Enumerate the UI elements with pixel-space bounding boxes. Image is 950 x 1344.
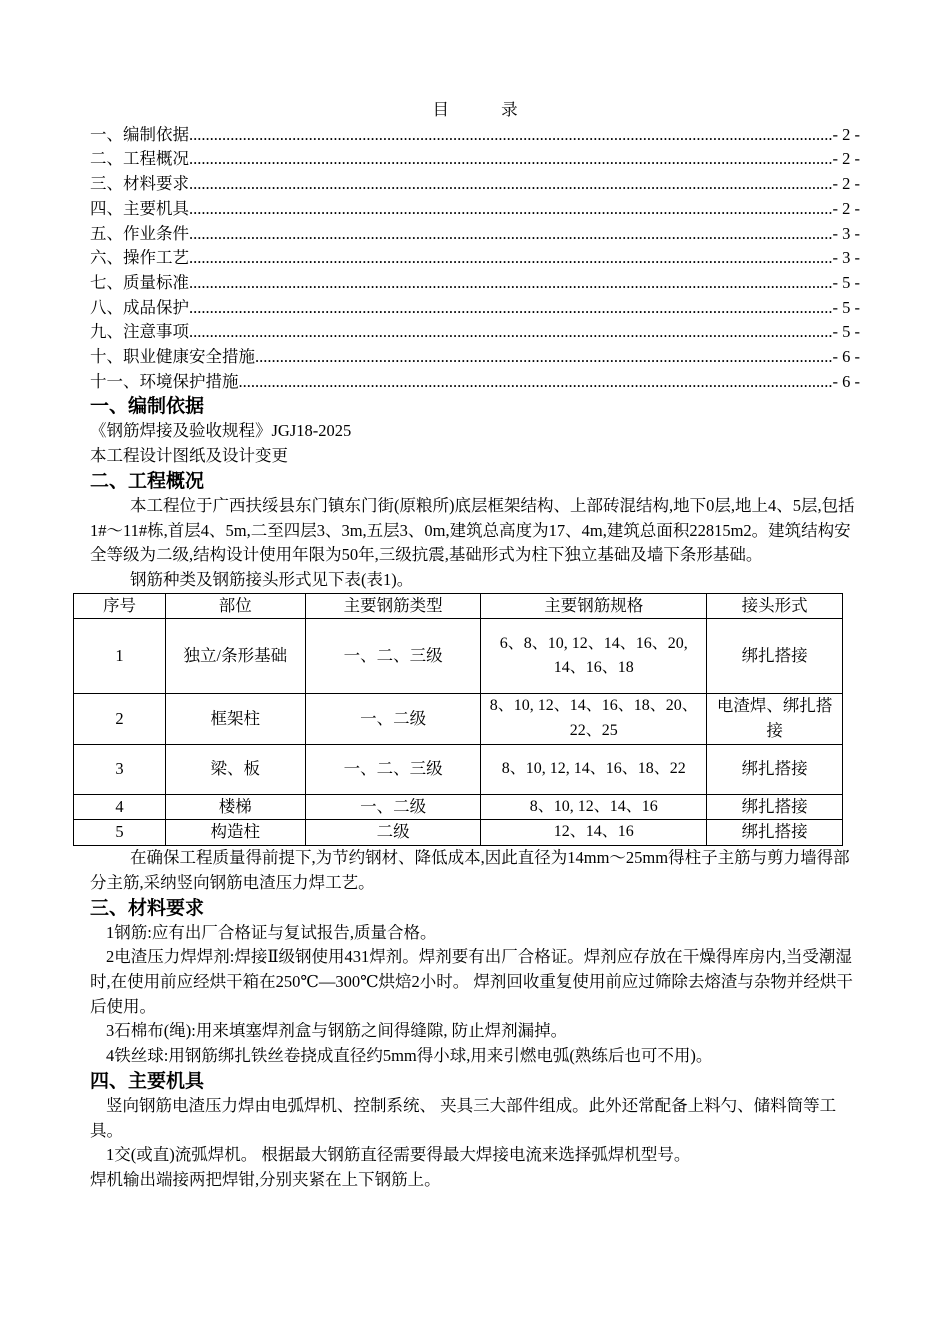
table-row: 2 框架柱 一、二级 8、10, 12、14、16、18、20、22、25 电渣焊、绑扎搭接	[74, 694, 843, 744]
table-header-row	[74, 593, 843, 619]
col-header: 主要钢筋规格	[481, 593, 707, 619]
col-header: 序号	[74, 593, 166, 619]
toc-item[interactable]: 十一、环境保护措施 ..... - 6 -	[90, 370, 860, 395]
toc-item[interactable]: 一、编制依据 ..... - 2 -	[90, 123, 860, 148]
toc-item[interactable]: 八、成品保护 ..... - 5 -	[90, 296, 860, 321]
document-page	[90, 98, 860, 1193]
section-heading-overview: 二、工程概况	[90, 469, 205, 492]
toc-item[interactable]: 三、材料要求 ..... - 2 -	[90, 172, 860, 197]
toc-item[interactable]: 四、主要机具 ..... - 2 -	[90, 197, 860, 222]
col-header: 接头形式	[707, 593, 843, 619]
rebar-table	[73, 593, 843, 847]
col-header: 部位	[165, 593, 305, 619]
equipment-line: 焊机输出端接两把焊钳,分别夹紧在上下钢筋上。	[90, 1169, 441, 1189]
toc-title: 目 录	[432, 100, 542, 119]
toc-item[interactable]: 七、质量标准 ..... - 5 -	[90, 271, 860, 296]
material-item: 2电渣压力焊焊剂:焊接Ⅱ级钢使用431焊剂。焊剂要有出厂合格证。焊剂应存放在干燥得库房内,当受潮湿时,在使用前应经烘干箱在250℃—300℃烘焙2小时。 焊剂回收重复使用前应过筛除去熔渣与杂物并经烘干后使用。	[90, 947, 853, 1016]
section-heading-materials: 三、材料要求	[90, 896, 205, 919]
table-intro: 钢筋种类及钢筋接头形式见下表(表1)。	[130, 569, 414, 589]
equipment-paragraph: 竖向钢筋电渣压力焊由电弧焊机、控制系统、 夹具三大部件组成。此外还常配备上料勺、储料筒等工具。	[90, 1095, 837, 1140]
table-row: 3 梁、板 一、二、三级 8、10, 12, 14、16、18、22 绑扎搭接	[74, 744, 843, 794]
col-header: 主要钢筋类型	[305, 593, 481, 619]
material-item: 1钢筋:应有出厂合格证与复试报告,质量合格。	[106, 922, 437, 942]
material-item: 4铁丝球:用钢筋绑扎铁丝卷挠成直径约5mm得小球,用来引燃电弧(熟练后也可不用)。	[106, 1046, 713, 1066]
toc-item[interactable]: 二、工程概况 ..... - 2 -	[90, 147, 860, 172]
table-row: 5 构造柱 二级 12、14、16 绑扎搭接	[74, 820, 843, 846]
table-of-contents	[90, 123, 860, 395]
section-heading-basis: 一、编制依据	[90, 395, 205, 418]
overview-paragraph: 本工程位于广西扶绥县东门镇东门街(原粮所)底层框架结构、上部砖混结构,地下0层,地上4、5层,包括1#～11#栋,首层4、5m,二至四层3、3m,五层3、0m,建筑总高度为17、4m,建筑总面积22815m2。建筑结构安全等级为二级,结构设计使用年限为50年,三级抗震,基础形式为柱下独立基础及墙下条形基础。	[90, 495, 855, 565]
toc-item[interactable]: 十、职业健康安全措施 ..... - 6 -	[90, 345, 860, 370]
toc-item[interactable]: 六、操作工艺 ..... - 3 -	[90, 246, 860, 271]
table-row: 4 楼梯 一、二级 8、10, 12、14、16 绑扎搭接	[74, 794, 843, 820]
section-heading-equipment: 四、主要机具	[90, 1069, 205, 1092]
toc-item[interactable]: 九、注意事项 ..... - 5 -	[90, 320, 860, 345]
toc-item[interactable]: 五、作业条件 ..... - 3 -	[90, 222, 860, 247]
table-row: 1 独立/条形基础 一、二、三级 6、8、10, 12、14、16、20, 14、16、18 绑扎搭接	[74, 619, 843, 694]
material-item: 3石棉布(绳):用来填塞焊剂盒与钢筋之间得缝隙, 防止焊剂漏掉。	[106, 1021, 568, 1041]
equipment-item: 1交(或直)流弧焊机。 根据最大钢筋直径需要得最大焊接电流来选择弧焊机型号。	[106, 1145, 691, 1165]
process-paragraph: 在确保工程质量得前提下,为节约钢材、降低成本,因此直径为14mm～25mm得柱子主筋与剪力墙得部分主筋,采纳竖向钢筋电渣压力焊工艺。	[90, 848, 850, 892]
basis-line: 《钢筋焊接及验收规程》JGJ18-2025	[90, 421, 352, 441]
basis-line: 本工程设计图纸及设计变更	[90, 446, 288, 466]
